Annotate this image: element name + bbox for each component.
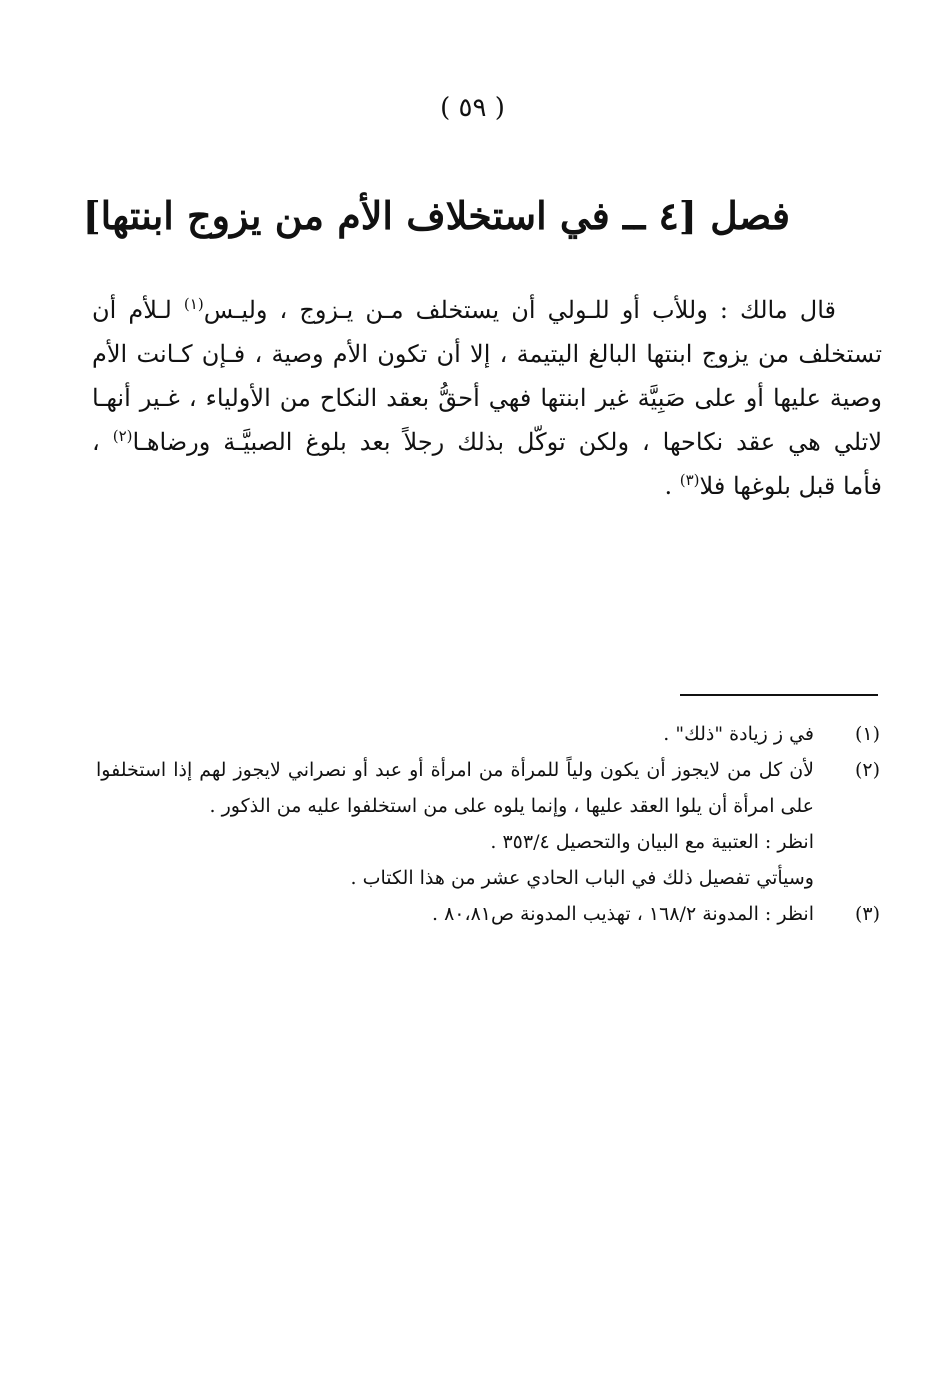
footnote-ref[interactable]: (٢) xyxy=(112,427,133,445)
footnote-ref[interactable]: (٣) xyxy=(679,471,700,489)
footnote-2 xyxy=(96,752,880,896)
text-line xyxy=(92,288,882,332)
text-line xyxy=(92,464,882,508)
footnote-number: (١) xyxy=(854,723,880,745)
footnote-body xyxy=(96,752,814,896)
page-number: ( ٥٩ ) xyxy=(440,93,505,123)
text-line xyxy=(92,376,882,420)
footnote-line: لأن كل من لايجوز أن يكون ولياً للمرأة من امرأة أو عبد أو نصراني لايجوز لهم إذا استخلفوا xyxy=(96,759,814,781)
text-segment: لاتلي هي عقد نكاحها ، ولكن توكّل بذلك رجلاً بعد بلوغ الصبيَّـة ورضاهـا xyxy=(132,428,883,456)
footnote-body xyxy=(96,896,814,932)
text-segment: لـلأم أن xyxy=(92,296,184,324)
text-segment: وصية عليها أو على صَبِيَّة غير ابنتها فهي أحقُّ بعقد النكاح من الأولياء ، غـير أنهـا xyxy=(92,384,882,412)
chapter-title: فصل [٤ ــ في استخلاف الأم من يزوج ابنتها] xyxy=(82,193,790,238)
footnote-number: (٢) xyxy=(854,759,880,781)
footnote-number: (٣) xyxy=(854,903,880,925)
text-line xyxy=(92,332,882,376)
footnote-line: على امرأة أن يلوا العقد عليها ، وإنما يلوه على من استخلفوا عليه من الذكور . xyxy=(209,795,814,817)
text-segment: فأما قبل بلوغها فلا xyxy=(699,472,882,500)
text-segment: ، xyxy=(92,428,113,456)
text-line xyxy=(92,420,882,464)
main-text xyxy=(92,288,882,508)
footnote-line: وسيأتي تفصيل ذلك في الباب الحادي عشر من هذا الكتاب . xyxy=(350,867,814,889)
footnote-body xyxy=(96,716,814,752)
text-segment: قال مالك : وللأب أو للـولي أن يستخلف مـن يـزوج ، وليـس xyxy=(203,296,836,324)
footnotes xyxy=(96,716,880,932)
footnote-divider xyxy=(680,694,878,696)
footnote-1 xyxy=(96,716,880,752)
footnote-3 xyxy=(96,896,880,932)
footnote-ref[interactable]: (١) xyxy=(183,295,204,313)
text-segment: . xyxy=(664,472,680,500)
text-segment: تستخلف من يزوج ابنتها البالغ اليتيمة ، إلا أن تكون الأم وصية ، فـإن كـانت الأم xyxy=(92,340,882,368)
footnote-line: في ز زيادة "ذلك" . xyxy=(663,723,814,745)
footnote-line: انظر : العتبية مع البيان والتحصيل ٣٥٣/٤ . xyxy=(490,831,814,853)
footnote-line: انظر : المدونة ١٦٨/٢ ، تهذيب المدونة ص٨٠،٨١ . xyxy=(431,903,814,925)
